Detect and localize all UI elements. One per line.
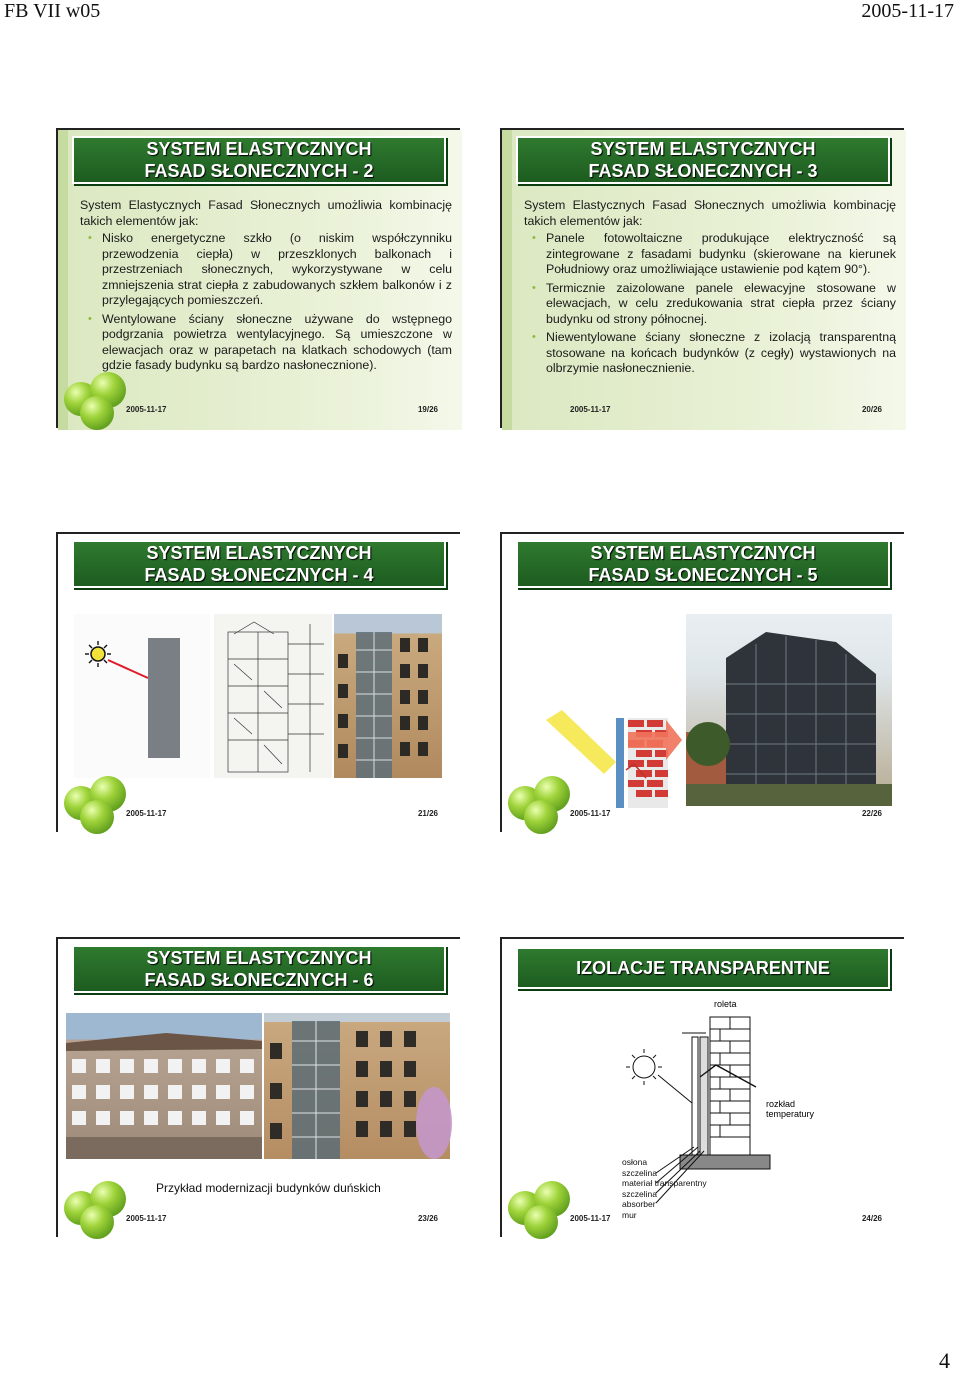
legend-szczelina: szczelina [622,1167,657,1178]
slide-title [516,136,890,184]
slide-21 [56,532,460,832]
building-photo-right [264,1013,450,1159]
label-temperatury: temperatury [766,1109,815,1119]
slide-title [72,136,446,184]
label-roleta: roleta [714,999,737,1009]
legend-mur: mur [622,1209,637,1220]
image-caption: Przykład modernizacji budynków duńskich [156,1181,381,1195]
bullet-list [524,231,896,377]
building-photo-left [66,1013,262,1159]
title-line-2: FASAD SŁONECZNYCH - 3 [588,161,818,181]
title-line-2: FASAD SŁONECZNYCH - 2 [144,161,374,181]
slide-edge [502,130,512,430]
page-header [0,0,960,24]
slide-23 [56,937,460,1237]
slide-number: 21/26 [417,809,438,818]
bullet-item: • Niewentylowane ściany słoneczne z izolacją transparentną stosowane na końcach budynków (z cegły) wystawionych na olbrzymie nasłonecznienie. [524,330,896,377]
slide-date: 2005-11-17 [126,405,167,414]
slide-intro: System Elastycznych Fasad Słonecznych umożliwia kombinację takich elementów jak: [524,198,896,228]
slide-body [524,198,896,380]
title-line-1: SYSTEM ELASTYCZNYCH [590,543,816,563]
title-line-2: FASAD SŁONECZNYCH - 4 [144,565,374,585]
slide-title [516,540,890,588]
slide-title [516,947,890,989]
slide-title [72,540,446,588]
slide-title [72,945,446,993]
label-rozklad: rozkład [766,1099,796,1109]
diagram-legend [622,1157,707,1220]
slide-intro: System Elastycznych Fasad Słonecznych umożliwia kombinację takich elementów jak: [80,198,452,228]
legend-absorber: absorber [622,1199,656,1209]
bullet-item: • Wentylowane ściany słoneczne używane do wstępnego podgrzania powietrza wentylacyjnego. Są umieszczone w elewacjach oraz w parapetach na klatkach schodowych (tam gdzie fasady budynku są bardzo nasłonecznione). [80,312,452,374]
slide-number: 19/26 [417,405,438,414]
sun-facade-diagram [74,614,210,778]
building-section-drawing [214,614,332,778]
title-line-2: FASAD SŁONECZNYCH - 6 [144,970,374,990]
slide-date: 2005-11-17 [126,809,167,818]
slide-24 [500,937,904,1237]
building-photo [686,614,892,806]
slide-date: 2005-11-17 [570,809,611,818]
slide-number: 24/26 [861,1214,882,1223]
bullet-list [80,231,452,374]
title-line-1: IZOLACJE TRANSPARENTNE [576,958,830,978]
apples-decoration [58,770,148,830]
bullet-item: • Panele fotowoltaiczne produkujące elektryczność są zintegrowane z fasadami budynku (skierowane na kierunek Południowy oraz umożliwiające ustawienie pod kątem 90°). [524,231,896,278]
slide-date: 2005-11-17 [126,1214,167,1223]
apples-decoration [502,770,592,830]
building-photo [334,614,442,778]
slide-number: 22/26 [861,809,882,818]
slide-19 [56,128,460,428]
title-line-1: SYSTEM ELASTYCZNYCH [590,139,816,159]
title-line-1: SYSTEM ELASTYCZNYCH [146,543,372,563]
page-number: 4 [939,1348,950,1373]
slide-date: 2005-11-17 [570,1214,611,1223]
slide-22 [500,532,904,832]
apples-decoration [58,366,148,426]
slide-number: 23/26 [417,1214,438,1223]
legend-oslona: osłona [622,1157,648,1167]
slide-body [80,198,452,377]
title-line-2: FASAD SŁONECZNYCH - 5 [588,565,818,585]
slide-date: 2005-11-17 [570,405,611,414]
slide-20 [500,128,904,428]
legend-szczelina: szczelina [622,1188,657,1199]
apples-decoration [502,1175,592,1235]
header-date: 2005-11-17 [861,0,954,22]
bullet-item: • Termicznie zaizolowane panele elewacyjne stosowane w elewacjach, w celu zredukowania strat ciepła przez ściany budynku od strony północnej. [524,281,896,328]
header-title: FB VII w05 [4,0,101,22]
title-line-1: SYSTEM ELASTYCZNYCH [146,948,372,968]
slide-number: 20/26 [861,405,882,414]
title-line-1: SYSTEM ELASTYCZNYCH [146,139,372,159]
apples-decoration [58,1175,148,1235]
bullet-item: • Nisko energetyczne szkło (o niskim współczynniku przewodzenia ciepła) w przeszklonych balkonach i przestrzeniach słonecznych, wykorzystywane w celu zmniejszenia strat ciepła z zabudowanych szkłem balkonów i z przylegających pomieszczeń. [80,231,452,309]
legend-material: materiał transparentny [622,1178,707,1188]
